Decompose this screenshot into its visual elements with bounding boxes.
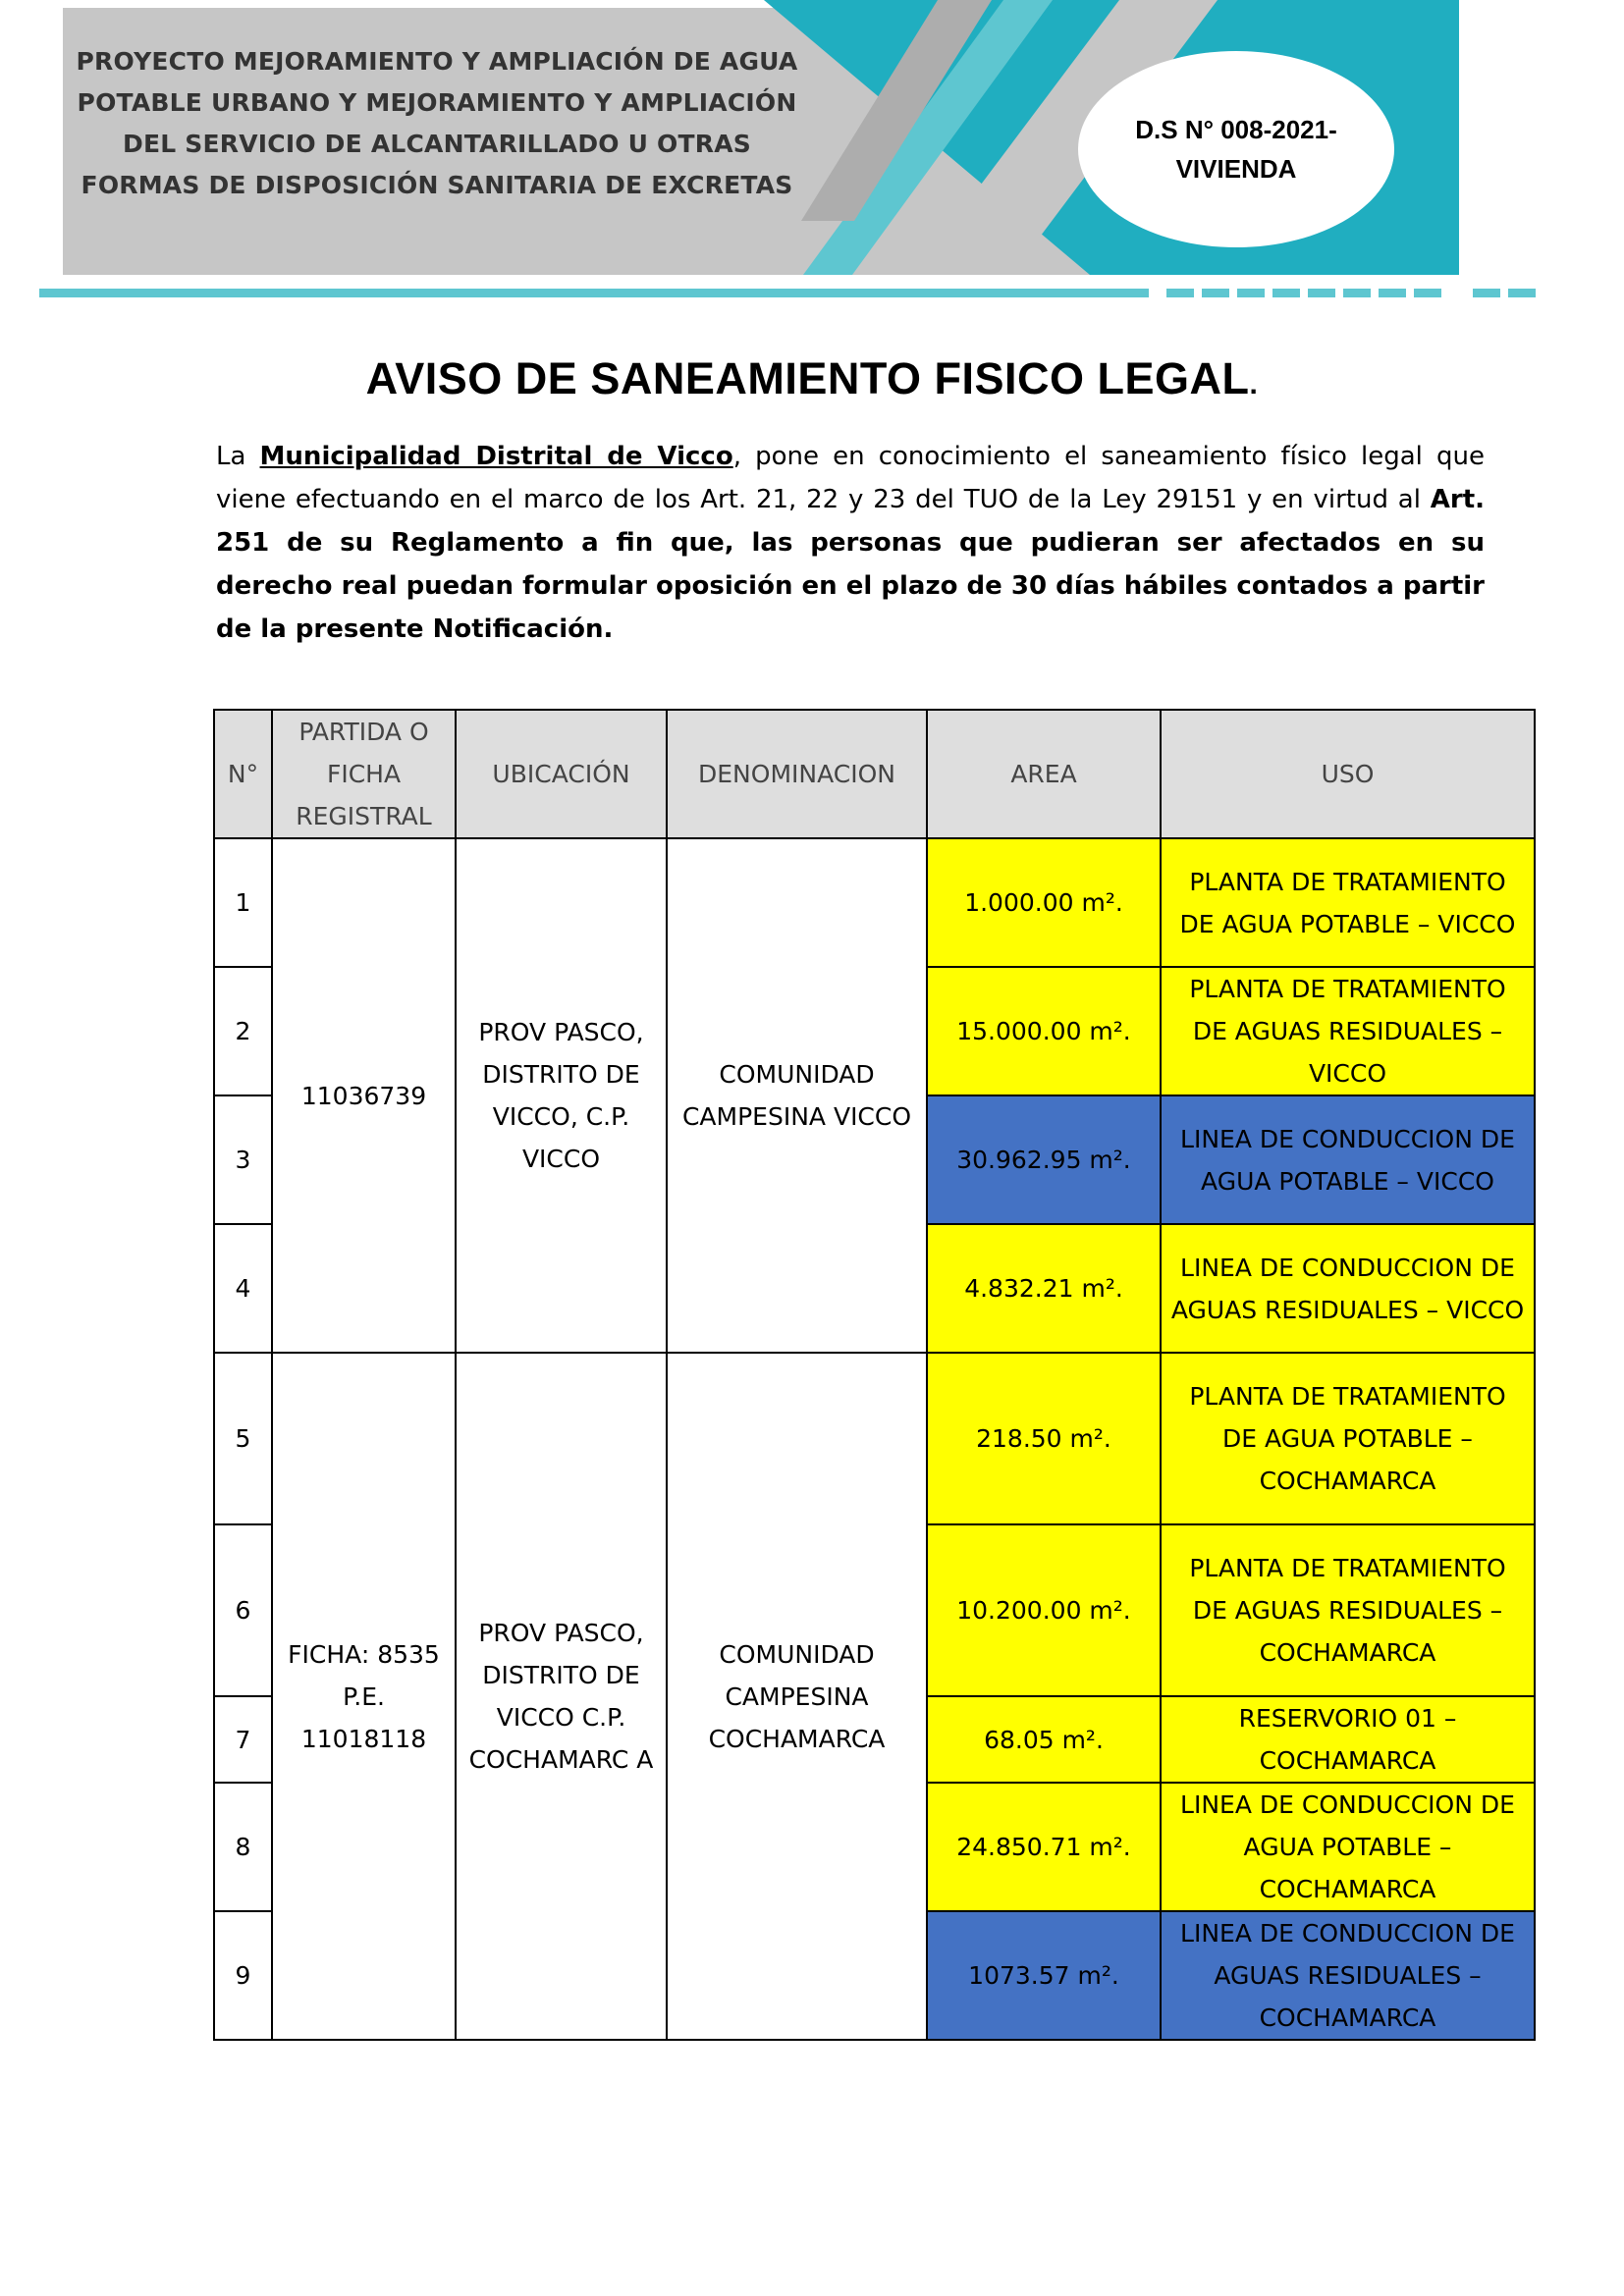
- row-number: 5: [214, 1353, 272, 1524]
- project-title-line: PROYECTO MEJORAMIENTO Y AMPLIACIÓN DE AGUA: [76, 47, 798, 76]
- uso-cell: PLANTA DE TRATAMIENTO DE AGUAS RESIDUALES – VICCO: [1161, 967, 1535, 1095]
- area-suffix: .: [1110, 1961, 1119, 1990]
- area-value: 4.832.21 m²: [964, 1274, 1115, 1303]
- area-suffix: .: [1122, 1833, 1131, 1861]
- municipality-name: Municipalidad Distrital de Vicco: [259, 442, 733, 471]
- uso-cell: LINEA DE CONDUCCION DE AGUA POTABLE – COCHAMARCA: [1161, 1783, 1535, 1911]
- header-dash: [1343, 289, 1371, 297]
- uso-cell: LINEA DE CONDUCCION DE AGUAS RESIDUALES – VICCO: [1161, 1224, 1535, 1353]
- notice-paragraph: [216, 435, 1485, 651]
- land-table: [213, 709, 1536, 2041]
- project-title-line: POTABLE URBANO Y MEJORAMIENTO Y AMPLIACIÓN: [77, 88, 797, 117]
- area-cell: [927, 838, 1161, 967]
- uso-cell: LINEA DE CONDUCCION DE AGUA POTABLE – VICCO: [1161, 1095, 1535, 1224]
- partida-cell: 11036739: [272, 838, 456, 1353]
- notice-text-la: La: [216, 442, 260, 471]
- header-dash: [1272, 289, 1300, 297]
- area-cell: [927, 1095, 1161, 1224]
- row-number: 4: [214, 1224, 272, 1353]
- notice-text-bold: Art. 251 de su Reglamento a fin que, las personas que pudieran ser afectados en su derecho real puedan formular oposición en el plazo de 30 días hábiles contados a partir de la presente Notificación.: [216, 485, 1485, 644]
- area-suffix: .: [1114, 1274, 1123, 1303]
- area-cell: [927, 967, 1161, 1095]
- notice-title-dot: .: [1249, 368, 1259, 400]
- partida-cell: FICHA: 8535 P.E. 11018118: [272, 1353, 456, 2040]
- row-number: 1: [214, 838, 272, 967]
- area-value: 1073.57 m²: [968, 1961, 1111, 1990]
- row-number: 7: [214, 1696, 272, 1783]
- project-title-line: FORMAS DE DISPOSICIÓN SANITARIA DE EXCRETAS: [81, 171, 793, 199]
- row-number: 8: [214, 1783, 272, 1911]
- header-dash: [1473, 289, 1500, 297]
- area-cell: [927, 1911, 1161, 2040]
- area-suffix: .: [1122, 1596, 1131, 1625]
- area-value: 15.000.00 m²: [956, 1017, 1123, 1045]
- area-value: 24.850.71 m²: [956, 1833, 1123, 1861]
- header-dash: [1237, 289, 1265, 297]
- project-title-line: DEL SERVICIO DE ALCANTARILLADO U OTRAS: [123, 130, 751, 158]
- col-header-area: AREA: [927, 710, 1161, 838]
- area-cell: [927, 1524, 1161, 1696]
- uso-cell: PLANTA DE TRATAMIENTO DE AGUA POTABLE – COCHAMARCA: [1161, 1353, 1535, 1524]
- col-header-denominacion: DENOMINACION: [667, 710, 927, 838]
- area-value: 218.50 m²: [976, 1424, 1104, 1453]
- row-number: 3: [214, 1095, 272, 1224]
- row-number: 2: [214, 967, 272, 1095]
- uso-cell: RESERVORIO 01 – COCHAMARCA: [1161, 1696, 1535, 1783]
- decree-oval: [1078, 51, 1394, 247]
- ubicacion-cell: PROV PASCO, DISTRITO DE VICCO, C.P. VICCO: [456, 838, 667, 1353]
- header-dash: [1508, 289, 1536, 297]
- header-dash: [1379, 289, 1406, 297]
- area-cell: [927, 1224, 1161, 1353]
- notice-title: [0, 353, 1624, 404]
- header-dash: [1202, 289, 1229, 297]
- decree-text: [1118, 110, 1354, 188]
- uso-cell: PLANTA DE TRATAMIENTO DE AGUAS RESIDUALES – COCHAMARCA: [1161, 1524, 1535, 1696]
- col-header-uso: USO: [1161, 710, 1535, 838]
- area-cell: [927, 1353, 1161, 1524]
- ubicacion-cell: PROV PASCO, DISTRITO DE VICCO C.P. COCHAMARC A: [456, 1353, 667, 2040]
- area-value: 1.000.00 m²: [964, 888, 1115, 917]
- area-suffix: .: [1122, 1017, 1131, 1045]
- area-cell: [927, 1783, 1161, 1911]
- area-suffix: .: [1095, 1725, 1104, 1754]
- decree-line-2: VIVIENDA: [1175, 154, 1297, 184]
- header-dash: [1166, 289, 1194, 297]
- col-header-ubicacion: UBICACIÓN: [456, 710, 667, 838]
- row-number: 6: [214, 1524, 272, 1696]
- header-dash: [1308, 289, 1335, 297]
- notice-title-text: AVISO DE SANEAMIENTO FISICO LEGAL: [365, 353, 1250, 403]
- uso-cell: PLANTA DE TRATAMIENTO DE AGUA POTABLE – VICCO: [1161, 838, 1535, 967]
- area-value: 30.962.95 m²: [956, 1146, 1123, 1174]
- area-suffix: .: [1114, 888, 1123, 917]
- header-underline: [39, 289, 1149, 297]
- area-suffix: .: [1122, 1146, 1131, 1174]
- notice-text-main: , pone en conocimiento el saneamiento físico legal que viene efectuando en el marco de los Art. 21, 22 y 23 del TUO de la Ley 29151 y en virtud al: [216, 442, 1486, 514]
- header-dash: [1414, 289, 1441, 297]
- area-suffix: .: [1103, 1424, 1111, 1453]
- uso-cell: LINEA DE CONDUCCION DE AGUAS RESIDUALES – COCHAMARCA: [1161, 1911, 1535, 2040]
- col-header-number: N°: [214, 710, 272, 838]
- table-header-row: [214, 710, 1535, 838]
- area-value: 68.05 m²: [984, 1725, 1096, 1754]
- area-cell: [927, 1696, 1161, 1783]
- area-value: 10.200.00 m²: [956, 1596, 1123, 1625]
- row-number: 9: [214, 1911, 272, 2040]
- denominacion-cell: COMUNIDAD CAMPESINA VICCO: [667, 838, 927, 1353]
- denominacion-cell: COMUNIDAD CAMPESINA COCHAMARCA: [667, 1353, 927, 2040]
- project-title: [59, 41, 815, 206]
- table-row: [214, 1353, 1535, 1524]
- table-row: [214, 838, 1535, 967]
- decree-line-1: D.S N° 008-2021-: [1135, 115, 1337, 144]
- col-header-partida: PARTIDA O FICHA REGISTRAL: [272, 710, 456, 838]
